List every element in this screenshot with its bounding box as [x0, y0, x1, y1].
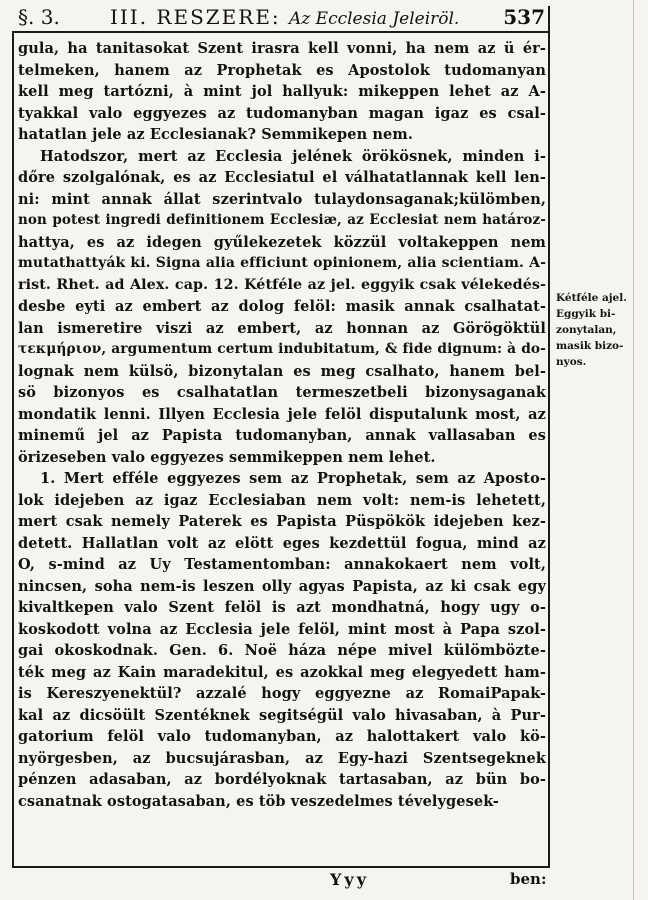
margin-note-line: masik bizo-	[556, 340, 624, 352]
main-text-block	[18, 38, 546, 812]
text-line: Hatodszor, mert az Ecclesia jelének örökösnek, minden i-	[40, 147, 546, 165]
signature-mark: Yyy	[330, 870, 370, 889]
text-line: csanatnak ostogatasaban, es töb veszedelmes tévelygesek-	[18, 792, 499, 810]
text-line: kell meg tartózni, à mint jol hallyuk: mikeppen lehet az A-	[18, 83, 546, 100]
text-line: lognak nem külsö, bizonytalan es meg csalhato, hanem bel-	[18, 362, 546, 380]
page-edge	[633, 0, 634, 900]
text-line: τεκμήριον, argumentum certum indubitatum, & fide dignum: à do-	[18, 341, 546, 357]
running-head	[14, 4, 549, 30]
text-line: nyörgesben, az bucsujárasban, az Egy-hazi Szentsegeknek	[18, 749, 546, 767]
running-title-caps: III. RESZERE:	[110, 5, 281, 29]
text-line: desbe eyti az embert az dolog felöl: masik annak csalhatat-	[18, 298, 546, 315]
text-line: 1. Mert efféle eggyezes sem az Prophetak, sem az Aposto-	[40, 470, 546, 487]
text-line: mondatik lenni. Illyen Ecclesia jele felöl disputalunk most, az	[18, 405, 546, 423]
text-line: O, s-mind az Uy Testamentomban: annakokaert nem volt,	[18, 556, 546, 573]
text-line: telmeken, hanem az Prophetak es Apostolok tudomanyan	[18, 61, 546, 79]
page-number: 537	[503, 5, 545, 29]
text-line: lok idejeben az igaz Ecclesiaban nem volt: nem-is lehetett,	[18, 491, 546, 509]
text-line: gula, ha tanitasokat Szent irasra kell vonni, ha nem az ü ér-	[18, 40, 546, 57]
text-line: minemű jel az Papista tudomanyban, annak vallasaban es	[18, 427, 546, 444]
text-line: non potest ingredi definitionem Ecclesiæ, az Ecclesiat nem határoz-	[18, 212, 546, 228]
text-line: mutathattyák ki. Signa alia efficiunt opinionem, alia scientiam. A-	[18, 255, 546, 271]
text-line: gai okoskodnak. Gen. 6. Noë háza népe mivel külömbözte-	[18, 642, 546, 659]
text-line: lan ismeretire viszi az embert, az honnan az Görögöktül	[18, 319, 546, 337]
text-line: kal az dicsöült Szentéknek segitségül valo hivasaban, à Pur-	[18, 706, 546, 724]
text-line: kivaltkepen valo Szent felöl is azt mondhatná, hogy ugy o-	[18, 599, 546, 616]
text-line: dőre szolgalónak, es az Ecclesiatul el válhatatlannak kell len-	[18, 169, 546, 186]
frame-rule-left	[12, 31, 14, 867]
text-line: is Kereszyenektül? azzalé hogy eggyezne az RomaiPapak-	[18, 685, 546, 702]
text-line: hatatlan jele az Ecclesianak? Semmikepen nem.	[18, 126, 413, 143]
section-mark: §. 3.	[18, 5, 60, 29]
frame-rule-bottom	[12, 866, 549, 868]
text-line: ték meg az Kain maradekitul, es azokkal meg elegyedett ham-	[18, 663, 546, 681]
text-line: rist. Rhet. ad Alex. cap. 12. Kétféle az jel. eggyik csak vélekedés-	[18, 276, 546, 293]
text-line: detett. Hallatlan volt az elött eges kezdettül fogua, mind az	[18, 534, 546, 552]
text-line: sö bizonyos es csalhatatlan termeszetbeli bizonysaganak	[18, 384, 546, 401]
margin-note-line: nyos.	[556, 356, 587, 368]
text-line: gatorium felöl valo tudomanyban, az halottakert valo kö-	[18, 728, 546, 745]
text-line: tyakkal valo eggyezes az tudomanyban magan igaz es csal-	[18, 104, 546, 122]
marginal-note	[556, 290, 636, 370]
frame-rule-right	[548, 6, 550, 868]
text-line: nincsen, soha nem-is leszen olly agyas Papista, az ki csak egy	[18, 577, 546, 595]
text-line: pénzen adasaban, az bordélyoknak tartasaban, az bün bo-	[18, 771, 546, 788]
running-title-italic: Az Ecclesia Jeleiröl.	[289, 9, 460, 29]
catchword: ben:	[510, 870, 547, 888]
margin-note-line: zonytalan,	[556, 324, 617, 336]
text-line: hattya, es az idegen gyűlekezetek közzül voltakeppen nem	[18, 233, 546, 251]
text-line: koskodott volna az Ecclesia jele felöl, mint most à Papa szol-	[18, 620, 546, 638]
margin-note-line: Kétféle ajel.	[556, 292, 627, 304]
text-line: mert csak nemely Paterek es Papista Püspökök idejeben kez-	[18, 513, 546, 530]
text-line: örizeseben valo eggyezes semmikeppen nem lehet.	[18, 448, 436, 466]
text-line: ni: mint annak állat szerintvalo tulaydonsaganak;külömben,	[18, 190, 546, 208]
running-title	[110, 4, 459, 32]
margin-note-line: Eggyik bi-	[556, 308, 616, 320]
